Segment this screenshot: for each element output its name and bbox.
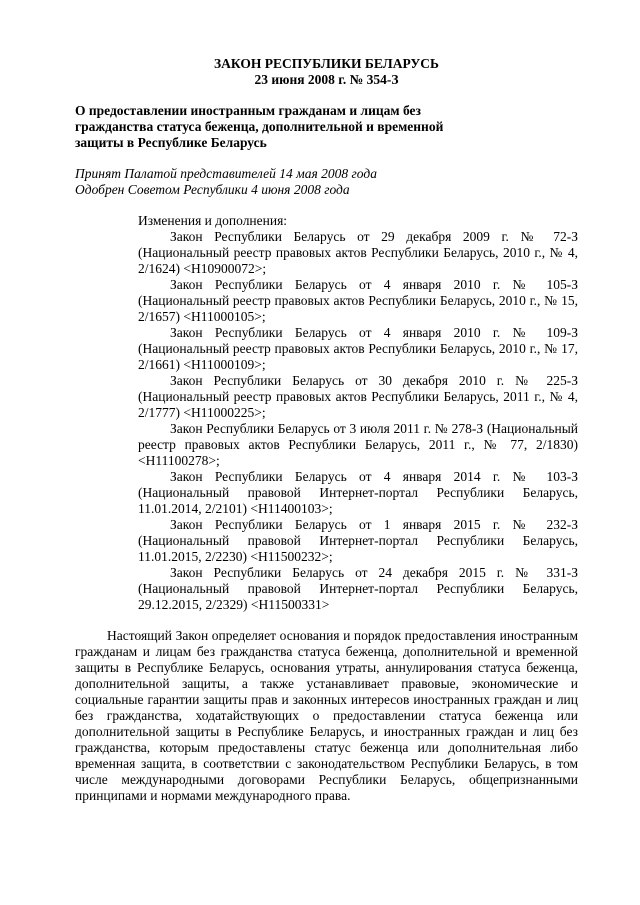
amendments-section	[138, 213, 578, 613]
approved-by-line: Одобрен Советом Республики 4 июня 2008 года	[75, 182, 350, 197]
amendment-item: Закон Республики Беларусь от 1 января 2015 г. № 232-З (Национальный правовой Интернет-портал Республики Беларусь, 11.01.2015, 2/2230) <H11500232>;	[138, 517, 578, 564]
amendment-item: Закон Республики Беларусь от 24 декабря 2015 г. № 331-З (Национальный правовой Интернет-портал Республики Беларусь, 29.12.2015, 2/2329) <H11500331>	[138, 565, 578, 612]
amendments-heading: Изменения и дополнения:	[138, 213, 288, 228]
document-subject: О предоставлении иностранным гражданам и лицам без гражданства статуса беженца, дополнительной и временной защиты в Республике Беларусь	[75, 103, 444, 150]
adopted-by-line: Принят Палатой представителей 14 мая 2008 года	[75, 166, 377, 181]
amendment-item: Закон Республики Беларусь от 30 декабря 2010 г. № 225-З (Национальный реестр правовых актов Республики Беларусь, 2011 г., № 4, 2/1777) <H11000225>;	[138, 373, 578, 420]
amendment-item: Закон Республики Беларусь от 4 января 2010 г. № 109-З (Национальный реестр правовых актов Республики Беларусь, 2010 г., № 17, 2/1661) <H11000109>;	[138, 325, 578, 372]
law-purpose-paragraph: Настоящий Закон определяет основания и порядок предоставления иностранным гражданам и лицам без гражданства статуса беженца, дополнительной и временной защиты в Республике Беларусь, основания утраты, аннулирования статуса беженца, дополнительной защиты, а также устанавливает правовые, экономические и социальные гарантии защиты прав и законных интересов иностранных граждан и лиц без гражданства, ходатайствующих о предоставлении статуса беженца или дополнительной защиты в Республике Беларусь, и иностранных граждан и лиц без гражданства, которым предоставлены статус беженца или дополнительная либо временная защита, в соответствии с законодательством Республики Беларусь, в том числе международными договорами Республики Беларусь, общепризнанными принципами и нормами международного права.	[75, 628, 578, 803]
amendment-item: Закон Республики Беларусь от 4 января 2014 г. № 103-З (Национальный правовой Интернет-портал Республики Беларусь, 11.01.2014, 2/2101) <H11400103>;	[138, 469, 578, 516]
amendment-item: Закон Республики Беларусь от 29 декабря 2009 г. № 72-З (Национальный реестр правовых актов Республики Беларусь, 2010 г., № 4, 2/1624) <H10900072>;	[138, 229, 578, 276]
document-title: ЗАКОН РЕСПУБЛИКИ БЕЛАРУСЬ	[214, 56, 439, 71]
document-date-number: 23 июня 2008 г. № 354-З	[254, 72, 399, 87]
amendment-item: Закон Республики Беларусь от 3 июля 2011 г. № 278-З (Национальный реестр правовых актов Республики Беларусь, 2011 г., № 77, 2/1830) <H11100278>;	[138, 421, 578, 468]
amendment-item: Закон Республики Беларусь от 4 января 2010 г. № 105-З (Национальный реестр правовых актов Республики Беларусь, 2010 г., № 15, 2/1657) <H11000105>;	[138, 277, 578, 324]
